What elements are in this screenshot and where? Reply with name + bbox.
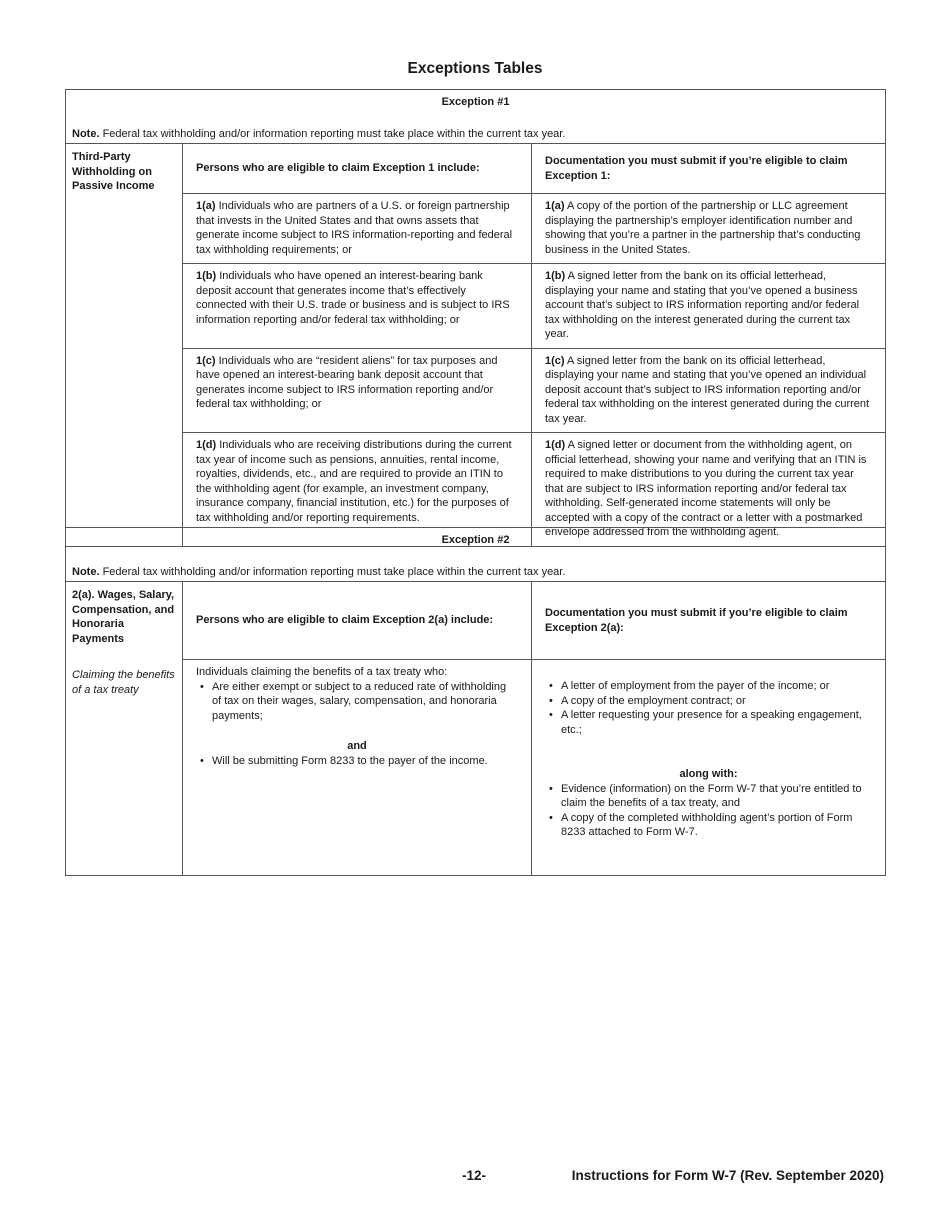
persons-intro: Individuals claiming the benefits of a tax treaty who:: [196, 666, 448, 678]
exception-1-note: [72, 127, 879, 142]
table-row: [66, 660, 886, 876]
documentation-item: [532, 264, 886, 349]
item-text: A signed letter or document from the withholding agent, on official letterhead, showing your name and verifying that an ITIN is required to make distributions to you during the current tax year that are subject to IRS information reporting and/or federal tax withholding. Self-generated income statements will only be accepted with a copy of the contract or a letter with a postmarked envelope addressed from the withholding agent.: [545, 439, 867, 538]
category-label: Third-Party Withholding on Passive Income: [72, 151, 155, 192]
item-label: 1(c): [545, 354, 565, 367]
page-number: -12-: [462, 1168, 487, 1183]
category-subtitle: Claiming the benefits of a tax treaty: [72, 669, 175, 696]
list-item: • Are either exempt or subject to a reduced rate of withholding of tax on their wages, salary, compensation, and honoraria payments;: [196, 680, 518, 724]
note-text: Federal tax withholding and/or information reporting must take place within the current tax year.: [102, 127, 566, 140]
category-label: 2(a). Wages, Salary, Compensation, and Honoraria Payments: [72, 589, 175, 645]
along-with-connector: along with:: [679, 768, 738, 780]
list-item: • Evidence (information) on the Form W-7 that you’re entitled to claim the benefits of a tax treaty, and: [545, 782, 872, 811]
persons-column-header: Persons who are eligible to claim Exception 2(a) include:: [183, 582, 532, 660]
list-item: • Will be submitting Form 8233 to the payer of the income.: [196, 754, 518, 769]
list-item: • A letter requesting your presence for a speaking engagement, etc.;: [545, 708, 872, 737]
item-label: 1(d): [196, 439, 217, 451]
documentation-item: [532, 660, 886, 876]
table-row: [66, 194, 886, 264]
item-text: A copy of the portion of the partnership or LLC agreement displaying the partnership’s employer identification number and showing that you’re a partner in the partnership that’s conducting business in the United States.: [545, 200, 861, 256]
list-item: • A letter of employment from the payer of the income; or: [545, 679, 872, 694]
documentation-column-header: Documentation you must submit if you’re eligible to claim Exception 2(a):: [532, 582, 886, 660]
documentation-item: [532, 194, 886, 264]
persons-item: [183, 348, 532, 433]
table-row: [66, 348, 886, 433]
persons-item: [183, 194, 532, 264]
item-label: 1(d): [545, 439, 566, 451]
persons-column-header: Persons who are eligible to claim Exception 1 include:: [183, 144, 532, 194]
exception-1-table: [65, 89, 886, 547]
note-label: Note.: [72, 127, 100, 140]
documentation-item: [532, 348, 886, 433]
item-text: A signed letter from the bank on its official letterhead, displaying your name and stating that you’ve opened an individual deposit account that’s subject to IRS information reporting and/or federal tax withholding on the interest generated during the current tax year.: [545, 354, 870, 425]
list-item: • A copy of the employment contract; or: [545, 694, 872, 709]
item-label: 1(b): [196, 270, 217, 282]
note-label: Note.: [72, 565, 100, 578]
item-text: Individuals who have opened an interest-bearing bank deposit account that generates income that’s effectively connected with their U.S. trade or business and is subject to IRS information reporting and/or federal tax withholding; or: [196, 270, 510, 326]
exception-2-title: Exception #2: [441, 534, 510, 546]
persons-item: [183, 660, 532, 876]
item-text: Individuals who are receiving distributions during the current tax year of income such as pensions, annuities, rental income, royalties, dividends, etc., and are required to provide an ITIN to the withholding agent (for example, an investment company, insurance company, financial institution, etc.) for the purposes of tax withholding and/or reporting requirements.: [196, 439, 512, 524]
page-title: Exceptions Tables: [407, 60, 543, 77]
exception-1-category: [66, 144, 183, 547]
item-text: A signed letter from the bank on its official letterhead, displaying your name and stating that you’ve opened a business account that’s subject to IRS information reporting and/or federal tax withholding on the interest generated during the current tax year.: [545, 270, 860, 340]
item-text: Individuals who are partners of a U.S. or foreign partnership that invests in the United States and that owns assets that generate income subject to IRS information-reporting and federal tax withholding requirements; or: [196, 200, 513, 256]
documentation-column-header: Documentation you must submit if you’re eligible to claim Exception 1:: [532, 144, 886, 194]
exception-1-header: [66, 90, 886, 144]
item-text: Individuals who are “resident aliens” for tax purposes and have opened an interest-bearing bank deposit account that generates income subject to IRS information reporting and/or federal tax withholding; or: [196, 354, 498, 410]
exception-2-header: [66, 528, 886, 582]
exception-2-category: [66, 582, 183, 876]
document-title: Instructions for Form W-7 (Rev. September 2020): [571, 1168, 884, 1183]
item-label: 1(c): [196, 354, 216, 367]
item-label: 1(a): [545, 200, 565, 212]
note-text: Federal tax withholding and/or information reporting must take place within the current tax year.: [102, 565, 566, 578]
exception-2-table: [65, 527, 886, 876]
table-row: [66, 264, 886, 349]
exception-2-note: [72, 565, 879, 580]
exception-1-title: Exception #1: [441, 96, 510, 108]
and-connector: and: [347, 740, 367, 752]
persons-item: [183, 264, 532, 349]
item-label: 1(b): [545, 270, 566, 282]
list-item: • A copy of the completed withholding agent’s portion of Form 8233 attached to Form W-7.: [545, 811, 872, 840]
item-label: 1(a): [196, 200, 216, 212]
